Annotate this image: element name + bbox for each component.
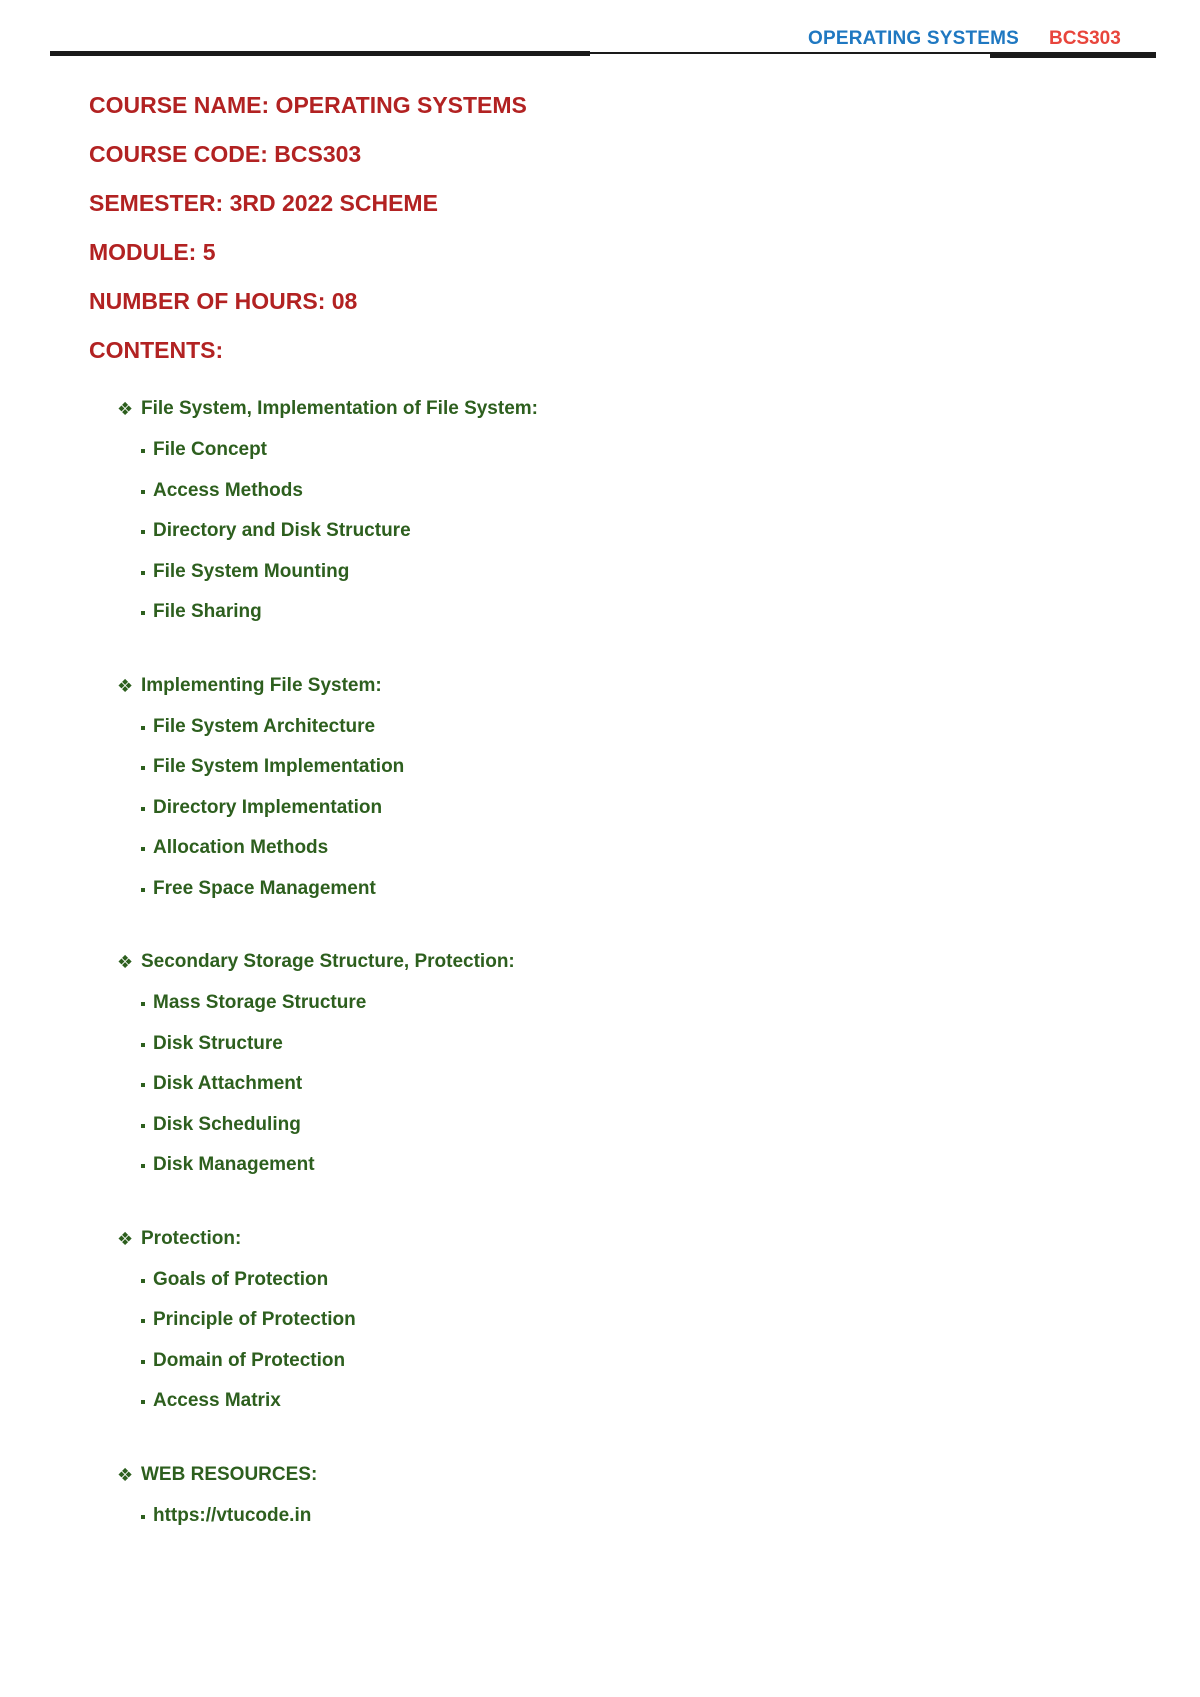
list-item [117,714,538,755]
list-item-text: Access Matrix [153,1390,281,1411]
section-title-text: Protection: [141,1227,242,1249]
list-item-text: Allocation Methods [153,837,329,858]
square-bullet-icon [141,530,145,534]
diamond-bullet-icon: ❖ [117,399,134,419]
list-item-text: File System Implementation [153,756,405,777]
square-bullet-icon [141,449,145,453]
semester: SEMESTER: 3RD 2022 SCHEME [89,190,438,216]
section-title [117,396,538,437]
list-item-text: Principle of Protection [153,1309,356,1330]
square-bullet-icon [141,1515,145,1519]
course-info [89,90,527,384]
square-bullet-icon [141,1043,145,1047]
list-item-text: File System Architecture [153,715,376,737]
section-title-text: Implementing File System: [141,674,382,696]
list-item [117,1031,538,1072]
header-course-code: BCS303 [1049,28,1121,49]
diamond-bullet-icon: ❖ [117,675,134,696]
list-item [117,1267,538,1308]
list-item [117,990,538,1031]
section-title-text: Secondary Storage Structure, Protection: [141,951,515,972]
list-item [117,518,538,559]
list-item-text: File Concept [153,439,268,460]
list-item-text: Goals of Protection [153,1268,329,1290]
list-item-text: Disk Scheduling [153,1113,301,1135]
section-title [117,1462,538,1503]
list-item [117,1152,538,1193]
list-item-text: File System Mounting [153,560,350,582]
list-item [117,478,538,519]
contents-section [117,396,538,640]
list-item-text: Disk Structure [153,1032,283,1054]
list-item-text: Free Space Management [153,877,376,899]
square-bullet-icon [141,1124,145,1128]
list-item [117,1503,538,1544]
diamond-bullet-icon: ❖ [117,1228,134,1249]
list-item-text: File Sharing [153,601,262,622]
list-item [117,795,538,836]
section-title [117,949,538,990]
section-title-text: File System, Implementation of File System: [141,398,538,419]
section-title [117,673,538,714]
list-item-text: Directory Implementation [153,796,383,818]
header-course-title: OPERATING SYSTEMS [808,28,1020,49]
list-item-text: https://vtucode.in [153,1504,312,1526]
list-item [117,835,538,876]
square-bullet-icon [141,1164,145,1168]
square-bullet-icon [141,766,145,770]
diamond-bullet-icon: ❖ [117,1464,134,1485]
contents-section [117,673,538,917]
square-bullet-icon [141,1319,145,1323]
section-title [117,1226,538,1267]
course-code: COURSE CODE: BCS303 [89,141,362,167]
list-item-text: Directory and Disk Structure [153,520,411,541]
list-item [117,599,538,640]
contents-section [117,1226,538,1429]
square-bullet-icon [141,1002,145,1006]
square-bullet-icon [141,847,145,851]
contents-section [117,1462,538,1544]
module: MODULE: 5 [89,239,216,265]
list-item [117,876,538,917]
list-item [117,559,538,600]
list-item [117,1307,538,1348]
contents-section [117,949,538,1193]
square-bullet-icon [141,490,145,494]
square-bullet-icon [141,888,145,892]
square-bullet-icon [141,1279,145,1283]
list-item [117,754,538,795]
section-title-text: WEB RESOURCES: [141,1463,318,1485]
square-bullet-icon [141,571,145,575]
diamond-bullet-icon: ❖ [117,952,134,972]
square-bullet-icon [141,807,145,811]
list-item-text: Domain of Protection [153,1349,346,1371]
list-item [117,1388,538,1429]
course-name: COURSE NAME: OPERATING SYSTEMS [89,92,527,118]
list-item [117,1348,538,1389]
list-item [117,1112,538,1153]
list-item-text: Mass Storage Structure [153,992,367,1013]
header-rule-thick-right [990,53,1156,58]
square-bullet-icon [141,1360,145,1364]
contents-heading: CONTENTS: [89,337,224,363]
list-item-text: Disk Attachment [153,1073,303,1094]
list-item [117,1071,538,1112]
square-bullet-icon [141,726,145,730]
number-of-hours: NUMBER OF HOURS: 08 [89,288,358,314]
square-bullet-icon [141,611,145,615]
header-rule-thick-left [50,51,590,56]
list-item-text: Access Methods [153,479,303,501]
contents-list [117,396,538,1576]
list-item-text: Disk Management [153,1154,315,1175]
square-bullet-icon [141,1400,145,1404]
list-item [117,437,538,478]
square-bullet-icon [141,1083,145,1087]
